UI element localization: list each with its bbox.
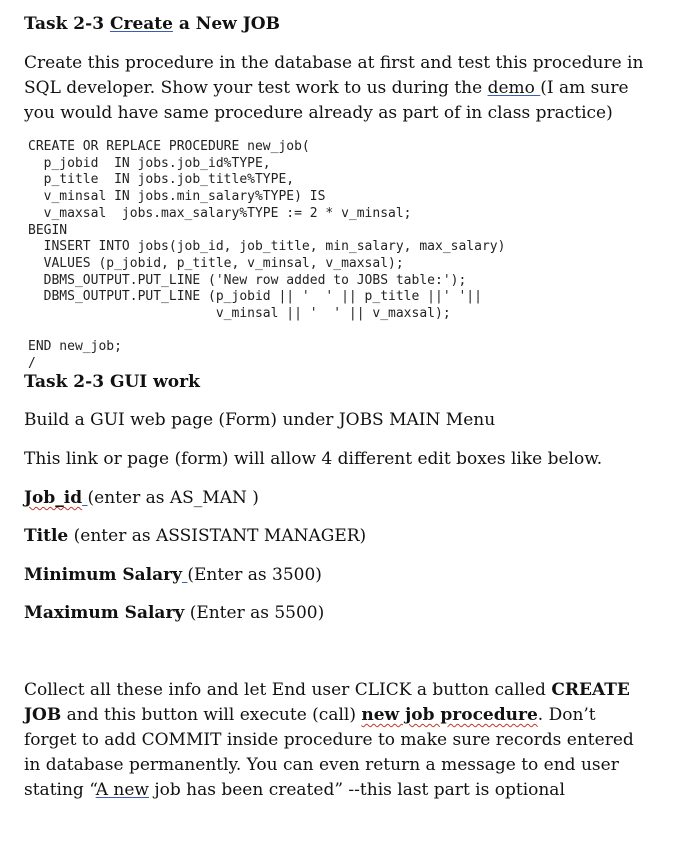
field-title: Title (enter as ASSISTANT MANAGER) bbox=[24, 526, 367, 546]
gui-heading: Task 2-3 GUI work bbox=[24, 372, 200, 392]
field-min-salary: Minimum Salary (Enter as 3500) bbox=[24, 565, 322, 585]
edit-boxes-paragraph: This link or page (form) will allow 4 different edit boxes like below. bbox=[24, 449, 603, 469]
a-new-link[interactable]: A new bbox=[95, 780, 149, 800]
task-heading: Task 2-3 Create a New JOB bbox=[24, 14, 280, 34]
intro-paragraph: Create this procedure in the database at first and test this procedure in SQL developer. Show your test work to us during the demo (I am sure you would have same procedure already as part of in class practice) bbox=[24, 53, 644, 123]
demo-link[interactable]: demo bbox=[487, 78, 541, 98]
sql-code-block: CREATE OR REPLACE PROCEDURE new_job( p_jobid IN jobs.job_id%TYPE, p_title IN jobs.job_title%TYPE, v_minsal IN jobs.min_salary%TYPE) IS v_maxsal jobs.max_salary%TYPE := 2 * v_minsal; BEGIN INSERT INTO jobs(job_id, job_title, min_salary, max_salary) VALUES (p_jobid, p_title, v_minsal, v_maxsal); DBMS_OUTPUT.PUT_LINE ('New row added to JOBS table:'); DBMS_OUTPUT.PUT_LINE (p_jobid || ' ' || p_title ||' '|| v_minsal || ' ' || v_maxsal); END new_job; / bbox=[28, 139, 506, 372]
build-paragraph: Build a GUI web page (Form) under JOBS MAIN Menu bbox=[24, 410, 496, 430]
field-max-salary: Maximum Salary (Enter as 5500) bbox=[24, 603, 325, 623]
field-job-id: Job_id (enter as AS_MAN ) bbox=[24, 488, 259, 508]
final-paragraph: Collect all these info and let End user CLICK a button called CREATE JOB and this button will execute (call) new job procedure. Don’t forget to add COMMIT inside procedure to make sure records entered in database permanently. You can even return a message to end user stating “A new job has been created” --this last part is optional bbox=[24, 680, 634, 800]
create-link[interactable]: Create bbox=[109, 14, 173, 34]
